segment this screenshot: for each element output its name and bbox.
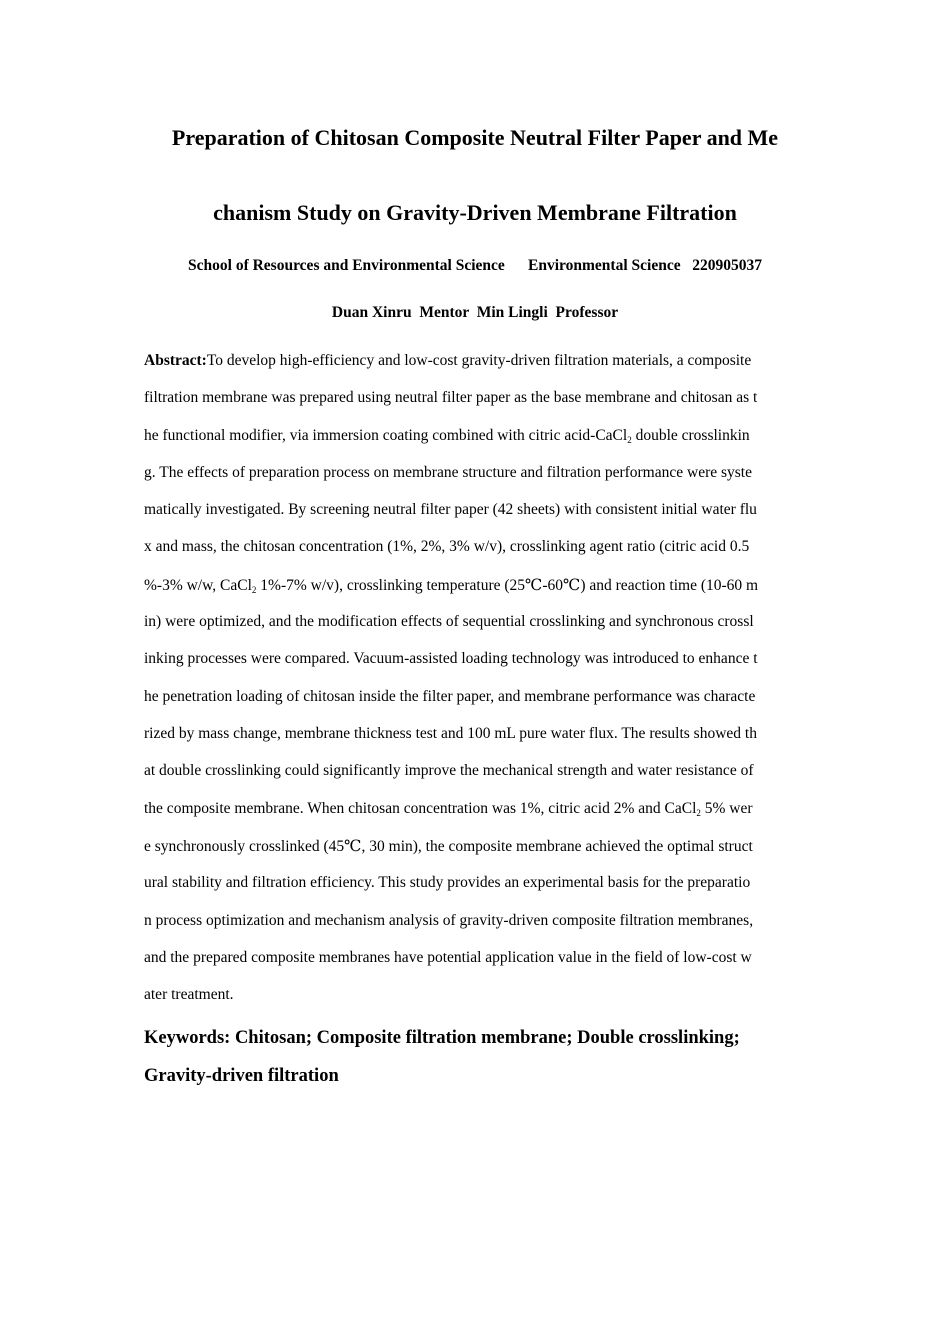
mentor-name: Min Lingli [476, 304, 548, 321]
abstract-line: x and mass, the chitosan concentration (1%, 2%, 3% w/v), crosslinking agent ratio (citric acid 0.5 [144, 538, 750, 555]
abstract-line: g. The effects of preparation process on membrane structure and filtration performance were syste [144, 464, 752, 481]
abstract-line: and the prepared composite membranes have potential application value in the field of low-cost w [144, 949, 752, 966]
abstract-line: he functional modifier, via immersion coating combined with citric acid-CaCl$_2$ double crosslinkin [144, 427, 750, 445]
abstract-line: the composite membrane. When chitosan concentration was 1%, citric acid 2% and CaCl$_2$ 5% wer [144, 800, 753, 818]
abstract-line: in) were optimized, and the modification effects of sequential crosslinking and synchronous crossl [144, 613, 754, 630]
mentor-title: Professor [555, 304, 619, 321]
abstract-line: n process optimization and mechanism analysis of gravity-driven composite filtration membranes, [144, 912, 754, 929]
student-name: Duan Xinru [331, 304, 412, 321]
abstract-line: he penetration loading of chitosan inside the filter paper, and membrane performance was characte [144, 688, 756, 705]
school-name: School of Resources and Environmental Science [188, 257, 505, 274]
paper-title-line-1: Preparation of Chitosan Composite Neutral Filter Paper and Me [171, 125, 779, 150]
paper-title-line-2: chanism Study on Gravity-Driven Membrane Filtration [213, 200, 737, 225]
affiliation-line [0, 257, 950, 275]
student-id: 220905037 [692, 257, 762, 274]
keywords-line-1: Keywords: Chitosan; Composite filtration membrane; Double crosslinking; [144, 1028, 740, 1048]
abstract-line: at double crosslinking could significantly improve the mechanical strength and water resistance of [144, 762, 754, 779]
abstract-line: rized by mass change, membrane thickness test and 100 mL pure water flux. The results showed th [144, 725, 757, 742]
abstract-line: %-3% w/w, CaCl$_2$ 1%-7% w/v), crosslinking temperature (25℃-60℃) and reaction time (10-60 m [144, 577, 759, 595]
abstract-line: filtration membrane was prepared using neutral filter paper as the base membrane and chitosan as t [144, 389, 758, 406]
abstract-line: inking processes were compared. Vacuum-assisted loading technology was introduced to enhance t [144, 650, 758, 667]
abstract-label: Abstract: [144, 352, 207, 369]
abstract-line: matically investigated. By screening neutral filter paper (42 sheets) with consistent initial water flu [144, 501, 757, 518]
abstract-line: Abstract:To develop high-efficiency and low-cost gravity-driven filtration materials, a composite [144, 352, 752, 369]
abstract-line: ural stability and filtration efficiency. This study provides an experimental basis for the preparatio [144, 874, 751, 891]
mentor-label: Mentor [419, 304, 469, 321]
author-line [0, 304, 950, 322]
keywords-line-2: Gravity-driven filtration [144, 1066, 339, 1086]
major-name: Environmental Science [528, 257, 681, 274]
abstract-line: e synchronously crosslinked (45℃, 30 min), the composite membrane achieved the optimal struct [144, 838, 753, 855]
abstract-line: ater treatment. [144, 986, 234, 1003]
